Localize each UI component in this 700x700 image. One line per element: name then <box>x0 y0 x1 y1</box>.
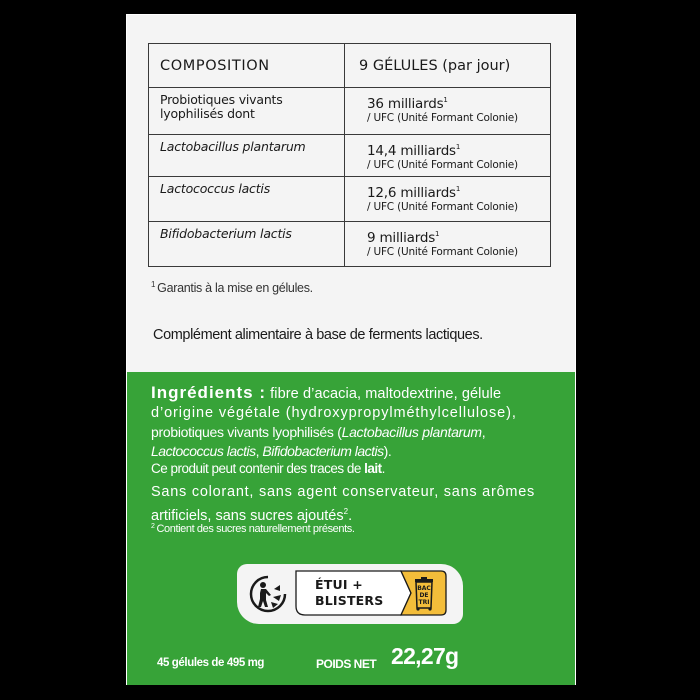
table-row <box>149 135 551 177</box>
recycling-bin-icon <box>413 577 435 611</box>
footnote-guarantee: $^1$ Garantis à la mise en gélules. <box>151 280 313 295</box>
strain-name: Lactobacillus plantarum <box>160 139 306 154</box>
capsule-count: 45 gélules de 495 mg <box>157 657 265 669</box>
table-row <box>149 222 551 267</box>
ingredients-text: Ingrédients : fibre d’acacia, maltodextrine, gélule d’origine végétale (hydroxypropylméthylcellulose), probiotiques vivants lyophilisés (Lactobacillus plantarum, Lactococcus lactis, Bifidobacterium lactis). <box>151 383 517 459</box>
net-weight-label: POIDS NET <box>316 657 377 671</box>
table-row <box>149 177 551 222</box>
unit: / UFC (Unité Formant Colonie) <box>367 201 518 213</box>
net-weight-value: 22,27g <box>391 643 459 669</box>
amount: 36 milliards$^1$ <box>367 96 448 112</box>
footnote-sugars: $^2$ Contient des sucres naturellement présents. <box>151 523 355 535</box>
composition-table <box>148 43 551 267</box>
amount: 9 milliards$^1$ <box>367 230 440 246</box>
triman-recycling-label <box>237 564 463 624</box>
packaging-type: ÉTUI + BLISTERS <box>315 577 384 608</box>
product-description: Complément alimentaire à base de ferments lactiques. <box>153 327 483 343</box>
unit: / UFC (Unité Formant Colonie) <box>367 246 518 258</box>
table-header-row <box>149 44 551 88</box>
svg-text:DE: DE <box>419 592 429 599</box>
amount: 12,6 milliards$^1$ <box>367 185 461 201</box>
unit: / UFC (Unité Formant Colonie) <box>367 112 518 124</box>
svg-text:TRI: TRI <box>418 599 430 606</box>
header-composition: COMPOSITION <box>149 44 345 88</box>
amount: 14,4 milliards$^1$ <box>367 143 461 159</box>
svg-text:BAC: BAC <box>417 585 431 592</box>
strain-name-line2: lyophilisés dont <box>160 106 255 121</box>
strain-name: Probiotiques vivants <box>160 92 283 107</box>
strain-name: Bifidobacterium lactis <box>160 226 292 241</box>
triman-recycle-icon <box>247 573 289 615</box>
header-dose: 9 GÉLULES (par jour) <box>345 44 551 88</box>
package-back-panel <box>126 14 576 685</box>
free-from-claims: Sans colorant, sans agent conservateur, sans arômes artificiels, sans sucres ajoutés$^2$. <box>151 484 536 524</box>
ingredients-label: Ingrédients : <box>151 383 267 402</box>
unit: / UFC (Unité Formant Colonie) <box>367 159 518 171</box>
strain-name: Lactococcus lactis <box>160 181 271 196</box>
allergen-warning: Ce produit peut contenir des traces de lait. <box>151 461 385 476</box>
ingredients-section <box>127 372 575 685</box>
table-row <box>149 88 551 135</box>
